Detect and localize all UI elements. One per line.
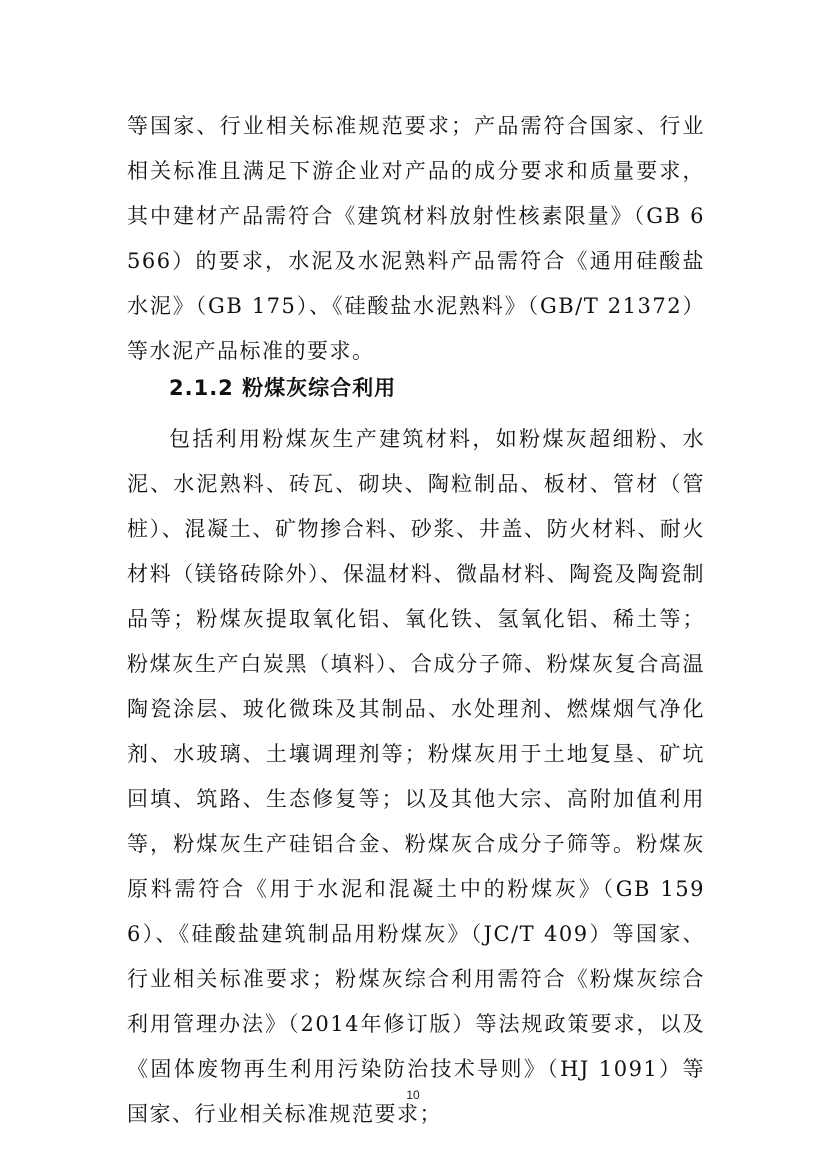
page-number: 10 [406,1088,420,1102]
continuation-paragraph: 等国家、行业相关标准规范要求；产品需符合国家、行业相关标准且满足下游企业对产品的成分要求和质量要求，其中建材产品需符合《建筑材料放射性核素限量》（GB 6566）的要求，水泥及水泥熟料产品需符合《通用硅酸盐水泥》（GB 175）、《硅酸盐水泥熟料》（GB/T 21372）等水泥产品标准的要求。 [127,114,705,363]
section-heading: 2.1.2 粉煤灰综合利用 [169,376,397,400]
section-paragraph: 包括利用粉煤灰生产建筑材料，如粉煤灰超细粉、水泥、水泥熟料、砖瓦、砌块、陶粒制品、板材、管材（管桩）、混凝土、矿物掺合料、砂浆、井盖、防火材料、耐火材料（镁铬砖除外）、保温材料、微晶材料、陶瓷及陶瓷制品等；粉煤灰提取氧化铝、氧化铁、氢氧化铝、稀土等；粉煤灰生产白炭黑（填料）、合成分子筛、粉煤灰复合高温陶瓷涂层、玻化微珠及其制品、水处理剂、燃煤烟气净化剂、水玻璃、土壤调理剂等；粉煤灰用于土地复垦、矿坑回填、筑路、生态修复等；以及其他大宗、高附加值利用等，粉煤灰生产硅铝合金、粉煤灰合成分子筛等。粉煤灰原料需符合《用于水泥和混凝土中的粉煤灰》（GB 1596）、《硅酸盐建筑制品用粉煤灰》（JC/T 409）等国家、行业相关标准要求；粉煤灰综合利用需符合《粉煤灰综合利用管理办法》（2014年修订版）等法规政策要求，以及《固体废物再生利用污染防治技术导则》（HJ 1091）等国家、行业相关标准规范要求； [127,427,705,1126]
